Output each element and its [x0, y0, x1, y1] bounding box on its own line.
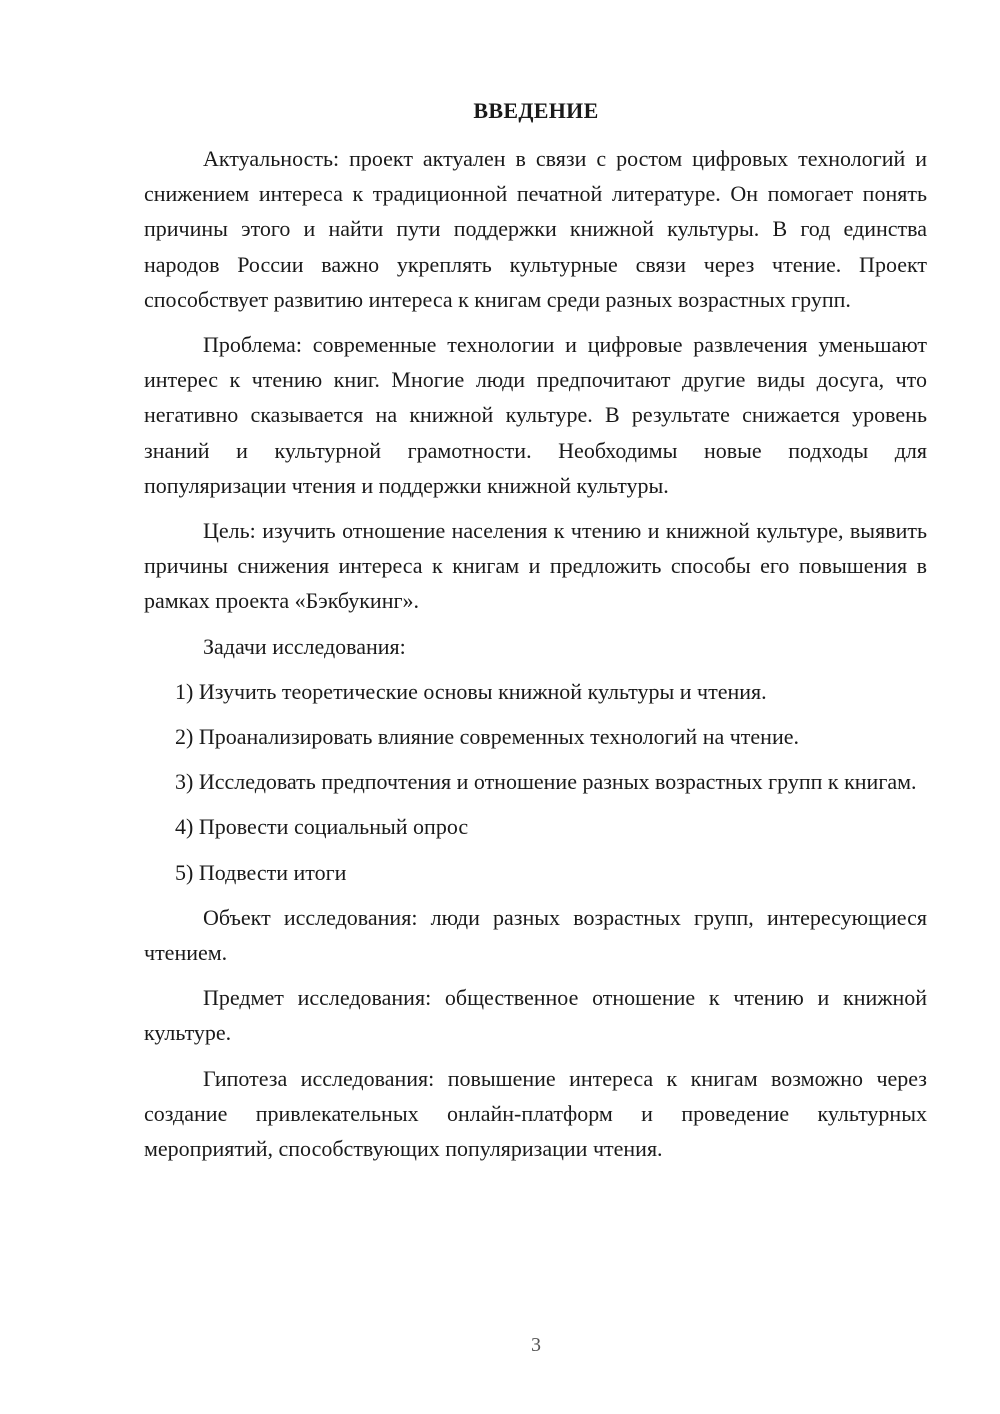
task-item-2: 2) Проанализировать влияние современных технологий на чтение.	[175, 724, 799, 750]
paragraph-goal: Цель: изучить отношение населения к чтению и книжной культуре, выявить причины снижения интереса к книгам и предложить способы его повышения в рамках проекта «Бэкбукинг».	[144, 518, 927, 614]
task-item-1: 1) Изучить теоретические основы книжной культуры и чтения.	[175, 678, 767, 704]
paragraph-subject: Предмет исследования: общественное отношение к чтению и книжной культуре.	[144, 985, 927, 1046]
task-item-4: 4) Провести социальный опрос	[175, 814, 469, 840]
task-item-5: 5) Подвести итоги	[175, 859, 347, 885]
section-title: ВВЕДЕНИЕ	[473, 98, 599, 123]
task-item-3: 3) Исследовать предпочтения и отношение разных возрастных групп к книгам.	[175, 769, 917, 795]
body-text	[144, 141, 927, 1176]
paragraph-relevance: Актуальность: проект актуален в связи с ростом цифровых технологий и снижением интереса к традиционной печатной литературе. Он помогает понять причины этого и найти пути поддержки книжной культуры. В год единства народов России важно укреплять культурные связи через чтение. Проект способствует развитию интереса к книгам среди разных возрастных групп.	[144, 146, 927, 312]
paragraph-object: Объект исследования: люди разных возрастных групп, интересующиеся чтением.	[144, 904, 927, 966]
paragraph-problem: Проблема: современные технологии и цифровые развлечения уменьшают интерес к чтению книг. Многие люди предпочитают другие виды досуга, что негативно сказывается на книжной культуре. В результате снижается уровень знаний и культурной грамотности. Необходимы новые подходы для популяризации чтения и поддержки книжной культуры.	[144, 332, 927, 498]
page-number: 3	[531, 1334, 541, 1356]
paragraph-hypothesis: Гипотеза исследования: повышение интереса к книгам возможно через создание привлекательных онлайн-платформ и проведение культурных мероприятий, способствующих популяризации чтения.	[144, 1065, 927, 1162]
paragraph-tasks-heading: Задачи исследования:	[203, 633, 406, 659]
